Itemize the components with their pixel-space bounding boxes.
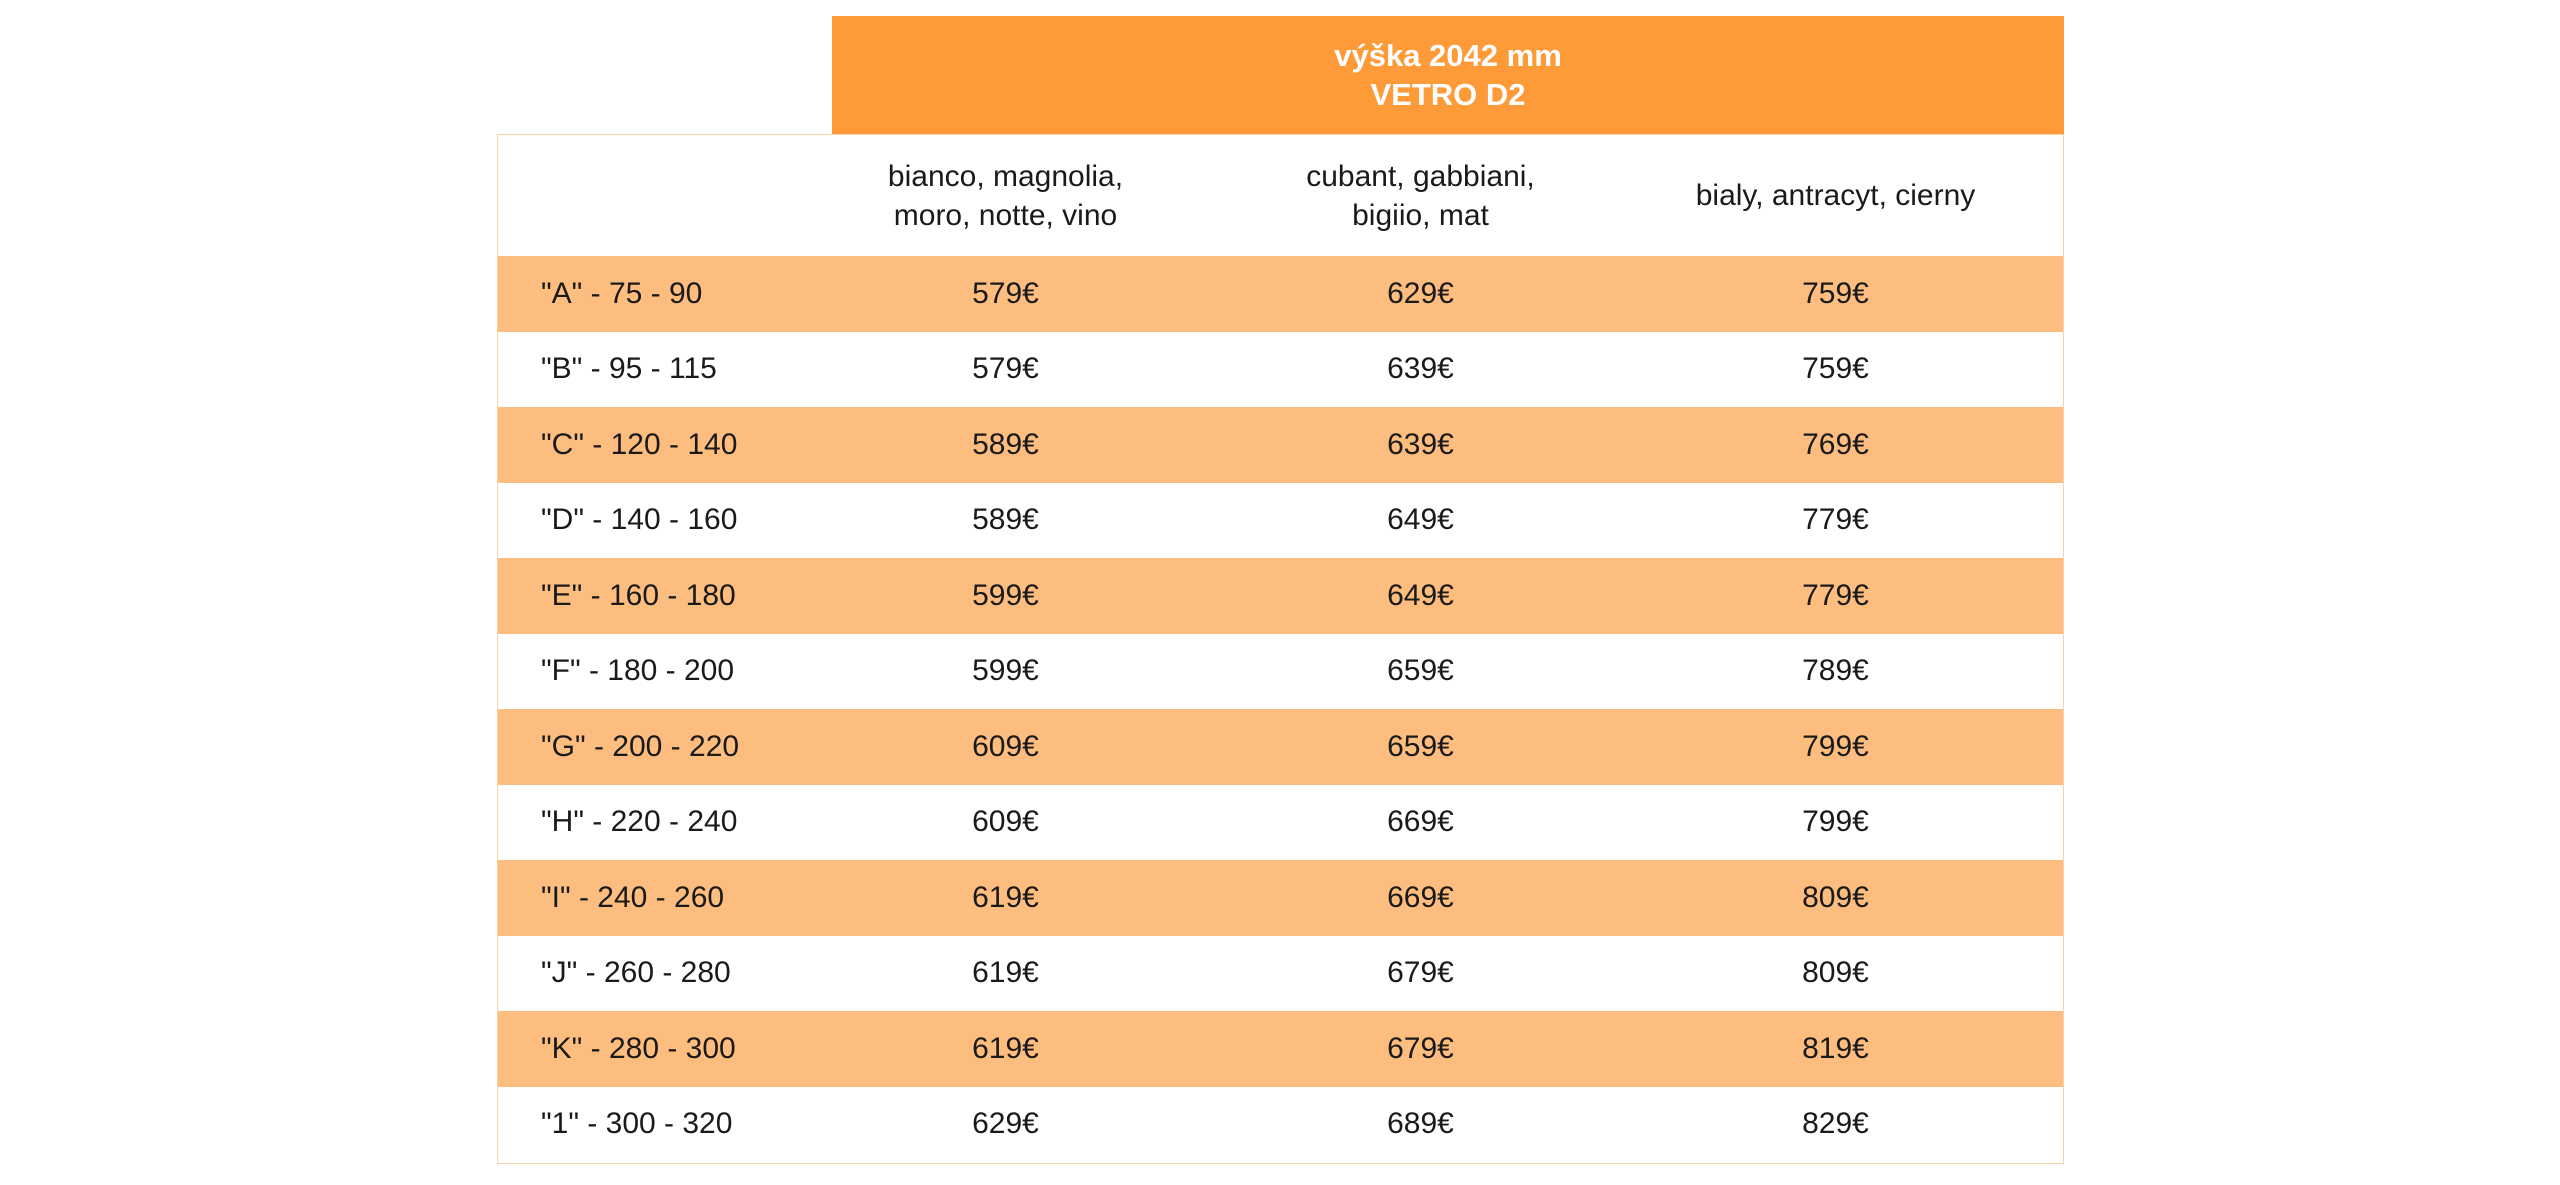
price-cell: 619€ (972, 880, 1039, 914)
row-size-label: "B" - 95 - 115 (541, 352, 717, 386)
price-cell: 679€ (1387, 956, 1454, 990)
table-row (498, 936, 2063, 1012)
column-header-line: bialy, antracyt, cierny (1695, 179, 1976, 212)
row-size-label: "J" - 260 - 280 (541, 956, 731, 990)
price-cell: 829€ (1802, 1107, 1869, 1141)
price-cell: 639€ (1387, 352, 1454, 386)
row-size-label: "1" - 300 - 320 (541, 1107, 733, 1141)
table-row (498, 709, 2063, 785)
row-size-label: "H" - 220 - 240 (541, 805, 738, 839)
price-cell: 809€ (1802, 956, 1869, 990)
price-cell: 589€ (972, 503, 1039, 537)
price-cell: 619€ (972, 1031, 1039, 1065)
price-cell: 769€ (1802, 427, 1869, 461)
row-size-label: "G" - 200 - 220 (541, 729, 740, 763)
row-size-label: "C" - 120 - 140 (541, 427, 738, 461)
column-header-line: bianco, magnolia, (887, 159, 1124, 193)
table-row (498, 860, 2063, 936)
table-title-model: VETRO D2 (1370, 77, 1526, 112)
table-row (498, 407, 2063, 483)
price-cell: 659€ (1387, 729, 1454, 763)
price-cell: 609€ (972, 729, 1039, 763)
table-title-height: výška 2042 mm (1334, 38, 1562, 73)
column-header-color-group-3 (1663, 135, 2008, 256)
table-row (498, 1011, 2063, 1087)
price-cell: 589€ (972, 427, 1039, 461)
row-size-label: "E" - 160 - 180 (541, 578, 736, 612)
column-header-line: bigiio, mat (1352, 198, 1489, 232)
price-cell: 819€ (1802, 1031, 1869, 1065)
column-header-color-group-1 (833, 135, 1178, 256)
column-header-line: moro, notte, vino (893, 198, 1118, 232)
table-row (498, 785, 2063, 861)
price-cell: 649€ (1387, 503, 1454, 537)
row-size-label: "A" - 75 - 90 (541, 276, 703, 310)
price-cell: 609€ (972, 805, 1039, 839)
price-cell: 779€ (1802, 578, 1869, 612)
table-row (498, 1087, 2063, 1163)
price-cell: 789€ (1802, 654, 1869, 688)
price-cell: 649€ (1387, 578, 1454, 612)
price-cell: 689€ (1387, 1107, 1454, 1141)
price-cell: 599€ (972, 578, 1039, 612)
price-cell: 679€ (1387, 1031, 1454, 1065)
price-cell: 759€ (1802, 276, 1869, 310)
row-size-label: "D" - 140 - 160 (541, 503, 738, 537)
price-cell: 629€ (972, 1107, 1039, 1141)
price-cell: 629€ (1387, 276, 1454, 310)
row-size-label: "I" - 240 - 260 (541, 880, 725, 914)
table-row (498, 332, 2063, 408)
table-row (498, 483, 2063, 559)
column-header-color-group-2 (1248, 135, 1593, 256)
price-cell: 669€ (1387, 805, 1454, 839)
price-cell: 759€ (1802, 352, 1869, 386)
price-cell: 639€ (1387, 427, 1454, 461)
price-cell: 669€ (1387, 880, 1454, 914)
price-cell: 799€ (1802, 805, 1869, 839)
column-header-line: cubant, gabbiani, (1306, 159, 1535, 193)
price-cell: 579€ (972, 276, 1039, 310)
table-row (498, 256, 2063, 332)
price-cell: 599€ (972, 654, 1039, 688)
table-row (498, 558, 2063, 634)
price-cell: 659€ (1387, 654, 1454, 688)
price-cell: 619€ (972, 956, 1039, 990)
column-header-row (498, 135, 2063, 256)
column-header-size (541, 135, 831, 256)
table-title-band (832, 16, 2064, 134)
row-size-label: "K" - 280 - 300 (541, 1031, 736, 1065)
price-cell: 809€ (1802, 880, 1869, 914)
row-size-label: "F" - 180 - 200 (541, 654, 735, 688)
price-cell: 799€ (1802, 729, 1869, 763)
price-cell: 779€ (1802, 503, 1869, 537)
price-cell: 579€ (972, 352, 1039, 386)
table-row (498, 634, 2063, 710)
